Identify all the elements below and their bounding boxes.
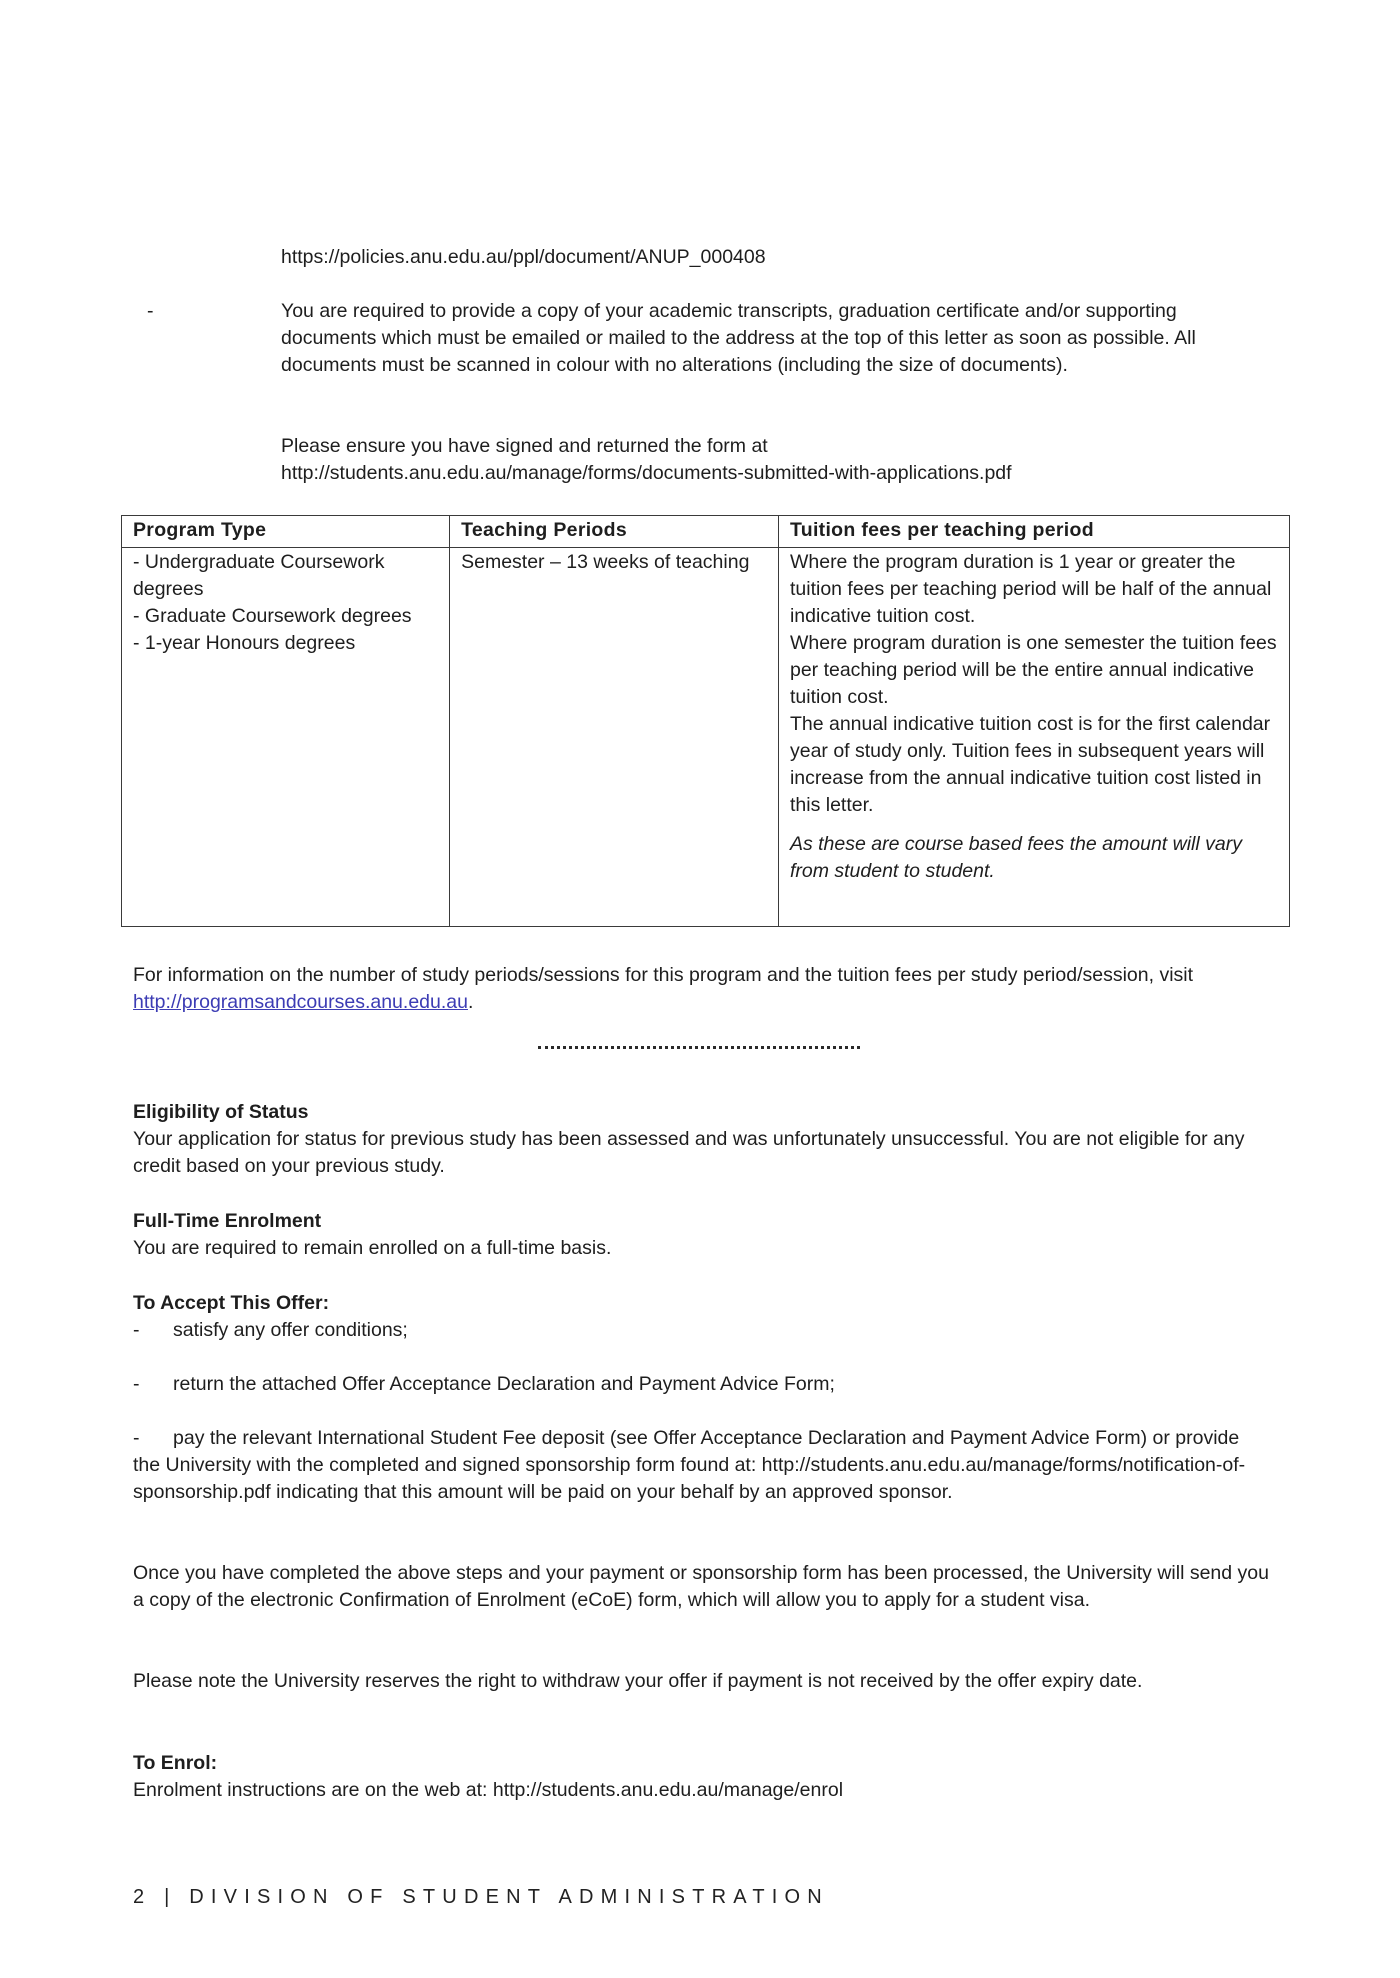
ensure-line: Please ensure you have signed and returned the form at [281,435,768,457]
tuition-fee-text: Where the program duration is 1 year or greater the tuition fees per teaching period will be half of the annual indicative tuition cost. [789,551,1272,627]
header-tuition-fees: Tuition fees per teaching period [778,516,1289,548]
full-time-heading: Full-Time Enrolment [133,1210,322,1232]
accept-heading: To Accept This Offer: [133,1292,330,1314]
enrol-heading: To Enrol: [133,1752,218,1774]
fees-table [121,515,1290,927]
policy-url: https://policies.anu.edu.au/ppl/document/ANUP_000408 [281,246,766,268]
tuition-fee-text: Where program duration is one semester the tuition fees per teaching period will be the entire annual indicative tuition cost. [789,632,1277,708]
enrol-body: Enrolment instructions are on the web at: http://students.anu.edu.au/manage/enrol [133,1779,844,1801]
eligibility-heading: Eligibility of Status [133,1101,309,1123]
full-time-body: You are required to remain enrolled on a full-time basis. [133,1237,612,1259]
program-type-item: - 1-year Honours degrees [133,632,356,654]
ensure-url: http://students.anu.edu.au/manage/forms/documents-submitted-with-applications.pdf [281,462,1012,484]
table-header-row [122,516,1290,548]
dotted-separator [538,1046,860,1049]
info-text: For information on the number of study periods/sessions for this program and the tuition fees per study period/session, visit [133,964,1194,986]
info-paragraph [133,962,1253,1016]
table-row [122,548,1290,927]
transcripts-paragraph: You are required to provide a copy of your academic transcripts, graduation certificate and/or supporting documents which must be emailed or mailed to the address at the top of this letter as soon as possible. All documents must be scanned in colour with no alterations (including the size of documents). [281,300,1196,376]
cell-teaching-periods: Semester – 13 weeks of teaching [450,548,779,927]
please-note-paragraph: Please note the University reserves the right to withdraw your offer if payment is not received by the offer expiry date. [133,1670,1143,1692]
accept-item [133,1317,1293,1344]
once-paragraph: Once you have completed the above steps and your payment or sponsorship form has been processed, the University will send you a copy of the electronic Confirmation of Enrolment (eCoE) form, which will allow you to apply for a student visa. [133,1562,1269,1611]
tuition-note: As these are course based fees the amount will vary from student to student. [789,833,1242,882]
info-trailing: . [467,991,474,1013]
accept-item [133,1371,1293,1398]
bullet-dash: - [147,300,154,322]
bullet-dash: - [133,1319,140,1341]
eligibility-body: Your application for status for previous study has been assessed and was unfortunately unsuccessful. You are not eligible for any credit based on your previous study. [133,1128,1245,1177]
program-type-item: - Undergraduate Coursework degrees [133,551,385,600]
page-number: 2 [133,1886,152,1908]
program-type-item: - Graduate Coursework degrees [133,605,412,627]
cell-tuition-fees [778,548,1289,927]
page-footer [133,1884,829,1911]
bullet-dash: - [133,1427,140,1449]
header-teaching-periods: Teaching Periods [450,516,779,548]
programs-link[interactable]: http://programsandcourses.anu.edu.au [133,991,468,1013]
header-program-type: Program Type [122,516,450,548]
accept-item [133,1425,1253,1506]
footer-separator: | [164,1886,177,1908]
tuition-fee-text: The annual indicative tuition cost is for the first calendar year of study only. Tuition fees in subsequent years will increase from the annual indicative tuition cost listed in this letter. [789,713,1271,816]
bullet-dash: - [133,1373,140,1395]
accept-item-text: satisfy any offer conditions; [173,1319,408,1341]
cell-program-type [122,548,450,927]
footer-title: DIVISION OF STUDENT ADMINISTRATION [189,1886,829,1908]
accept-item-text: pay the relevant International Student Fee deposit (see Offer Acceptance Declaration and Payment Advice Form) or provide the University with the completed and signed sponsorship form found at: http://students.anu.edu.au/manage/forms/notification-of-sponsorship.pdf indicating that this amount will be paid on your behalf by an approved sponsor. [133,1427,1246,1503]
accept-item-text: return the attached Offer Acceptance Declaration and Payment Advice Form; [173,1373,835,1395]
